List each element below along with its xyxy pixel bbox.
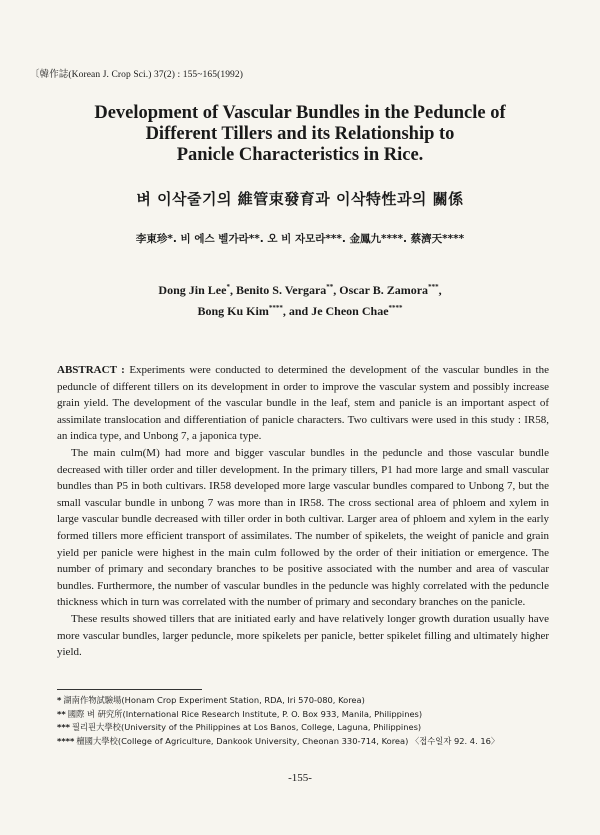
abstract-text: Experiments were conducted to determined the development of the vascular bundles in the peduncle of different tillers on its development in order to improve the vascular system and possibly increase grain yield. The development of the vascular bundle in the leaf, stem and panicle is an important aspect of assimilate translocation and differentiation of panicle characters. Two cultivars were used in this study : IR58, an indica type, and Unbong 7, a japonica type. <box>57 364 549 443</box>
author-name: Je Cheon Chae <box>311 304 389 318</box>
author-name: Bong Ku Kim <box>197 304 269 318</box>
footnote <box>57 735 557 749</box>
title-line: Development of Vascular Bundles in the Peduncle of <box>94 103 506 123</box>
footnote-text: 필리핀大學校(University of the Philippines at Los Banos, College, Laguna, Philippines) <box>72 722 422 733</box>
abstract-paragraph: These results showed tillers that are initiated early and have relatively longer growth duration usually have more vascular bundles, larger peduncle, more spikelets per panicle, better spikelet filling and ultimately higher yield. <box>57 612 549 659</box>
korean-title: 벼 이삭줄기의 維管束發育과 이삭特性과의 關係 <box>136 190 464 208</box>
author-separator: , <box>333 283 340 297</box>
title-line: Panicle Characteristics in Rice. <box>176 145 424 165</box>
author-name: Oscar B. Zamora <box>339 283 429 297</box>
author-list <box>40 278 560 320</box>
abstract-paragraph <box>57 362 549 445</box>
footnote <box>57 694 557 708</box>
korean-authors: 李東珍*. 비 에스 벨가라**. 오 비 자모라***. 金鳳九****. 蔡濟天**** <box>135 233 465 245</box>
author-mark: * <box>226 283 230 291</box>
footnotes <box>57 694 557 748</box>
footnote <box>57 708 557 722</box>
footnote-divider <box>57 689 202 690</box>
author-mark: *** <box>428 283 439 291</box>
author-mark: **** <box>388 304 403 312</box>
author-name: Dong Jin Lee <box>158 283 227 297</box>
footnote-mark: **** <box>57 735 75 746</box>
footnote-mark: *** <box>57 722 71 733</box>
paper-title <box>40 103 560 166</box>
page-number: -155- <box>288 772 312 784</box>
footnote <box>57 721 557 735</box>
author-separator: , <box>229 283 236 297</box>
author-name: Benito S. Vergara <box>235 283 327 297</box>
abstract-label: ABSTRACT : <box>57 364 130 376</box>
footnote-text: 湖南作物試驗場(Honam Crop Experiment Station, RDA, Iri 570-080, Korea) <box>63 695 365 705</box>
footnote-mark: ** <box>57 708 66 719</box>
abstract-paragraph: The main culm(M) had more and bigger vascular bundles in the peduncle and those vascular bundle decreased with tiller order and tiller development. In the primary tillers, P1 had more large and small vascular bundles than P5 in both cultivars. IR58 developed more large vascular bundles compared to Unbong 7, but the small vascular bundle in unbong 7 was more than in IR58. The cross sectional area of phloem and xylem in large vascular bundle decreased with tiller order in both cultivar. Larger area of phloem and xylem in the early formed tillers more efficient transport of assimilates. The number of spikelets, the weight of panicle and grain yield per panicle were highest in the main culm followed by the order of their initiation or emergence. The number of primary and secondary branches to be positive associated with the number and area of vascular bundles. Furthermore, the number of vascular bundles in the peduncle was highly correlated with the peduncle thickness which in turn was correlated with the number of primary and secondary branches on the panicle. <box>57 446 549 609</box>
footnote-text: 檀國大學校(College of Agriculture, Dankook University, Cheonan 330-714, Korea) 〈접수일자 92. 4. 16〉 <box>76 735 500 746</box>
journal-reference: 〔韓作誌(Korean J. Crop Sci.) 37(2) : 155~165(1992) <box>30 70 244 80</box>
footnote-mark: * <box>57 695 62 705</box>
footnote-text: 國際 벼 硏究所(International Rice Research Institute, P. O. Box 933, Manila, Philippines) <box>67 708 423 719</box>
title-line: Different Tillers and its Relationship to <box>145 124 455 144</box>
author-separator: , and <box>282 304 312 318</box>
abstract <box>57 362 549 661</box>
author-mark: ** <box>326 283 334 291</box>
author-mark: **** <box>268 304 283 312</box>
author-separator: , <box>438 283 442 297</box>
